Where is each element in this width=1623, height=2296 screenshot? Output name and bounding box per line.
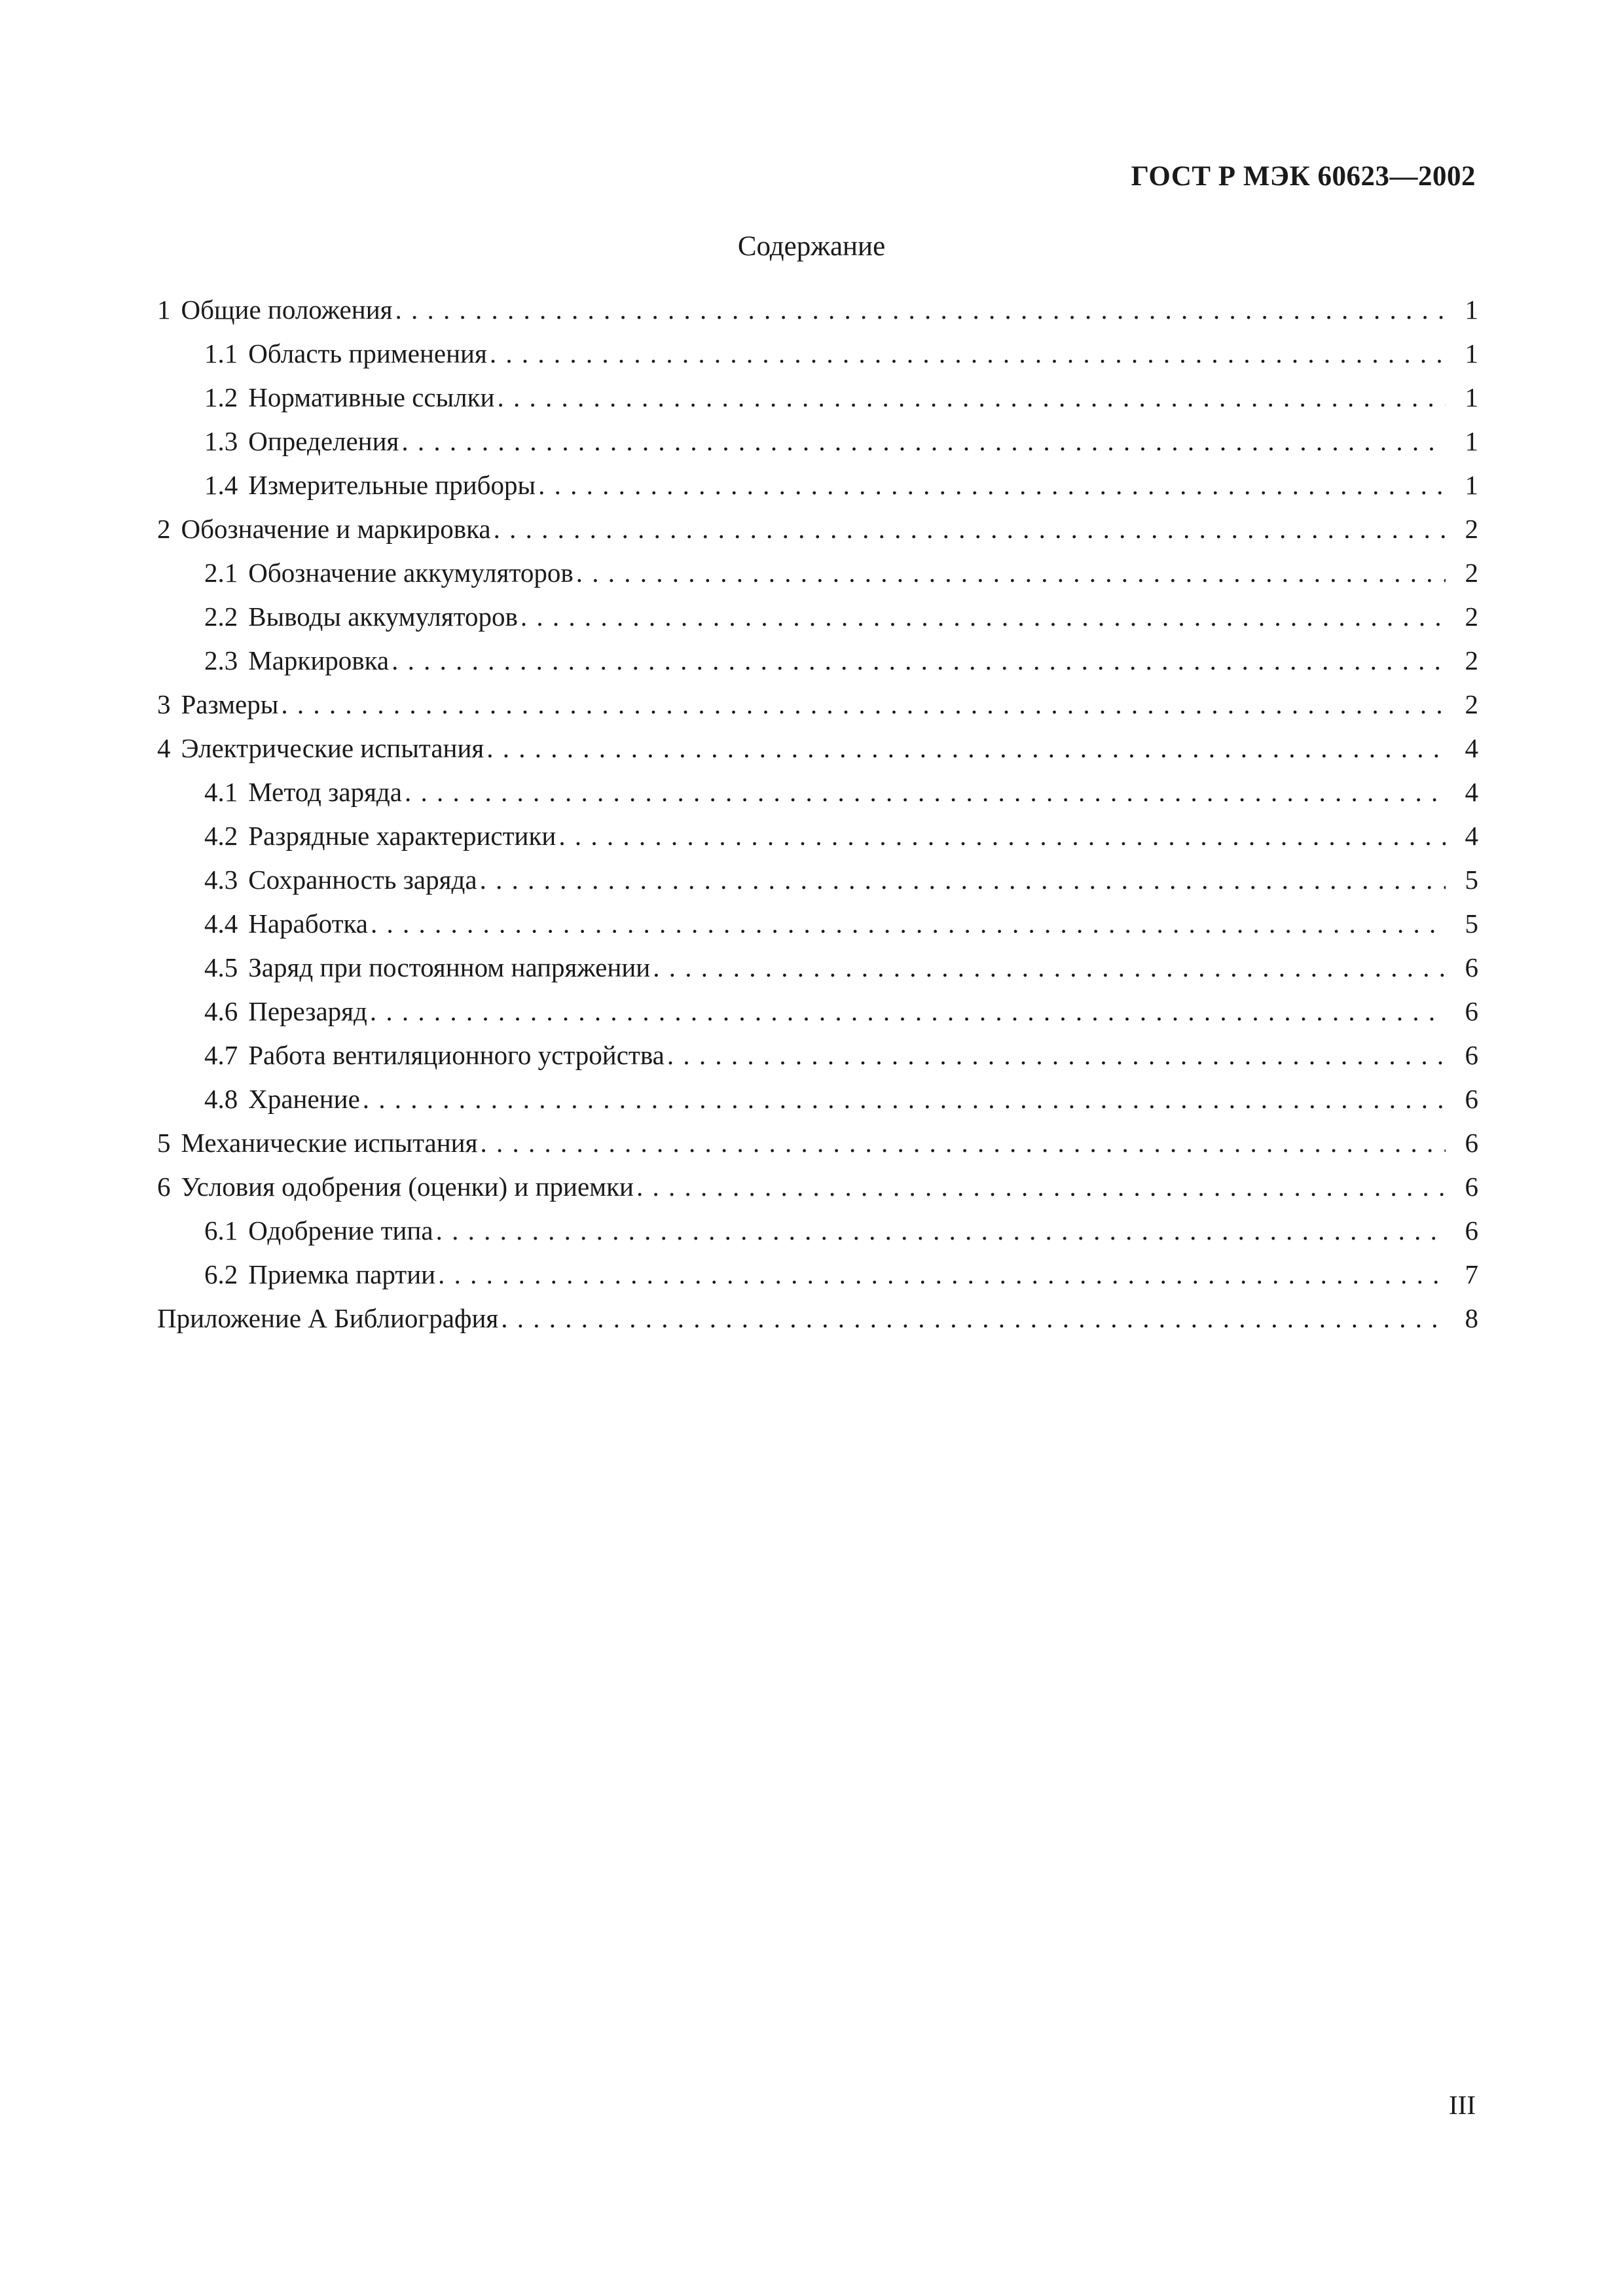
toc-entry-number: 4.2 <box>204 821 238 851</box>
document-code: ГОСТ Р МЭК 60623—2002 <box>1131 161 1476 192</box>
toc-entry-number: 1.1 <box>204 338 238 368</box>
toc-entry[interactable] <box>157 1165 1478 1209</box>
toc-entry-number: 1.2 <box>204 382 238 412</box>
toc-entry-label: Общие положения <box>181 295 393 325</box>
toc-dot-leader <box>667 1033 1446 1077</box>
toc-entry-page: 2 <box>1465 689 1478 719</box>
toc-entry-label: Хранение <box>248 1084 360 1114</box>
toc-entry-number: 1.3 <box>204 426 238 456</box>
toc-dot-leader <box>480 1121 1446 1165</box>
toc-dot-leader <box>370 990 1446 1033</box>
toc-entry-label: Размеры <box>181 689 279 719</box>
toc-entry-number: 5 <box>157 1128 171 1158</box>
toc-entry-label: Разрядные характеристики <box>248 821 556 851</box>
toc-entry-number: 6.1 <box>204 1215 238 1246</box>
toc-entry[interactable] <box>157 1121 1478 1165</box>
toc-entry-number: 2.3 <box>204 645 238 675</box>
toc-dot-leader <box>538 463 1446 507</box>
toc-dot-leader <box>395 288 1446 332</box>
toc-entry-label: Перезаряд <box>248 996 367 1026</box>
toc-dot-leader <box>392 639 1446 683</box>
toc-entry[interactable] <box>157 770 1478 814</box>
toc-dot-leader <box>636 1165 1446 1209</box>
toc-entry-number: 1 <box>157 295 171 325</box>
toc-entry-label: Заряд при постоянном напряжении <box>248 952 651 982</box>
toc-entry[interactable] <box>157 332 1478 376</box>
toc-dot-leader <box>401 420 1446 463</box>
toc-entry-page: 4 <box>1465 777 1478 807</box>
toc-entry-page: 1 <box>1465 295 1478 325</box>
toc-entry-label: Электрические испытания <box>181 733 484 763</box>
toc-entry[interactable] <box>157 551 1478 595</box>
toc-entry-number: 4.8 <box>204 1084 238 1114</box>
toc-title: Содержание <box>737 231 886 262</box>
toc-entry-page: 6 <box>1465 952 1478 982</box>
toc-dot-leader <box>558 814 1446 858</box>
toc-entry-number: 2 <box>157 514 171 544</box>
toc-entry-label: Обозначение аккумуляторов <box>248 558 574 588</box>
toc-entry[interactable] <box>157 683 1478 726</box>
toc-dot-leader <box>494 507 1446 551</box>
toc-entry-number: 2.1 <box>204 558 238 588</box>
toc-dot-leader <box>371 902 1446 946</box>
toc-entry-label: Приемка партии <box>248 1259 436 1289</box>
toc-entry-page: 6 <box>1465 1172 1478 1202</box>
toc-dot-leader <box>653 946 1446 990</box>
toc-entry[interactable] <box>157 1297 1478 1340</box>
toc-dot-leader <box>490 332 1446 376</box>
toc-entry[interactable] <box>157 639 1478 683</box>
toc-entry[interactable] <box>157 288 1478 332</box>
toc-entry-page: 6 <box>1465 1040 1478 1070</box>
toc-dot-leader <box>497 376 1446 420</box>
toc-entry-page: 5 <box>1465 865 1478 895</box>
toc-entry[interactable] <box>157 990 1478 1033</box>
toc-entry-number: 4.5 <box>204 952 238 982</box>
toc-entry-page: 6 <box>1465 1215 1478 1246</box>
toc-entry-label: Метод заряда <box>248 777 402 807</box>
toc-dot-leader <box>576 551 1446 595</box>
toc-entry-page: 6 <box>1465 1128 1478 1158</box>
toc-entry-number: 4 <box>157 733 171 763</box>
toc-entry-label: Условия одобрения (оценки) и приемки <box>181 1172 634 1202</box>
toc-entry[interactable] <box>157 595 1478 639</box>
toc-entry-page: 2 <box>1465 558 1478 588</box>
toc-dot-leader <box>405 770 1446 814</box>
toc-entry[interactable] <box>157 858 1478 902</box>
toc-entry-page: 6 <box>1465 996 1478 1026</box>
toc-entry-page: 5 <box>1465 908 1478 939</box>
toc-entry[interactable] <box>157 1033 1478 1077</box>
toc-entry-page: 2 <box>1465 514 1478 544</box>
toc-entry-label: Работа вентиляционного устройства <box>248 1040 665 1070</box>
toc-dot-leader <box>363 1077 1446 1121</box>
toc-entry[interactable] <box>157 376 1478 420</box>
toc-entry[interactable] <box>157 507 1478 551</box>
toc-entry-label: Сохранность заряда <box>248 865 477 895</box>
toc-entry[interactable] <box>157 946 1478 990</box>
toc-entry-label: Выводы аккумуляторов <box>248 601 518 632</box>
toc-entry[interactable] <box>157 814 1478 858</box>
toc-dot-leader <box>520 595 1446 639</box>
toc-entry-number: 4.1 <box>204 777 238 807</box>
toc-entry-number: 6 <box>157 1172 171 1202</box>
toc-entry-number: 4.6 <box>204 996 238 1026</box>
toc-entry-label: Обозначение и маркировка <box>181 514 491 544</box>
toc-entry[interactable] <box>157 1253 1478 1297</box>
toc-entry-number: 4.3 <box>204 865 238 895</box>
toc-entry-number: 4.4 <box>204 908 238 939</box>
toc-entry-page: 1 <box>1465 426 1478 456</box>
toc-entry-page: 6 <box>1465 1084 1478 1114</box>
toc-entry-page: 2 <box>1465 645 1478 675</box>
toc-entry-page: 1 <box>1465 338 1478 368</box>
toc-entry-page: 1 <box>1465 470 1478 500</box>
toc-entry-label: Приложение А Библиография <box>157 1303 499 1333</box>
toc-entry-label: Область применения <box>248 338 487 368</box>
toc-dot-leader <box>486 726 1446 770</box>
toc-entry[interactable] <box>157 1077 1478 1121</box>
toc-entry-label: Определения <box>248 426 399 456</box>
toc-entry[interactable] <box>157 420 1478 463</box>
toc-entry-label: Механические испытания <box>181 1128 478 1158</box>
toc-entry-label: Измерительные приборы <box>248 470 536 500</box>
toc-entry-number: 3 <box>157 689 171 719</box>
toc-dot-leader <box>501 1297 1446 1340</box>
page-number: III <box>1449 2090 1476 2120</box>
toc-entry-page: 4 <box>1465 733 1478 763</box>
toc-entry-label: Нормативные ссылки <box>248 382 495 412</box>
toc-dot-leader <box>480 858 1446 902</box>
toc-entry[interactable] <box>157 463 1478 507</box>
toc-dot-leader <box>438 1253 1446 1297</box>
toc-entry-page: 8 <box>1465 1303 1478 1333</box>
table-of-contents <box>157 288 1478 1340</box>
toc-entry-number: 2.2 <box>204 601 238 632</box>
toc-dot-leader <box>436 1209 1446 1253</box>
toc-entry-label: Наработка <box>248 908 368 939</box>
toc-dot-leader <box>281 683 1446 726</box>
toc-entry-number: 6.2 <box>204 1259 238 1289</box>
toc-entry-page: 7 <box>1465 1259 1478 1289</box>
toc-entry[interactable] <box>157 726 1478 770</box>
toc-entry-page: 4 <box>1465 821 1478 851</box>
toc-entry[interactable] <box>157 902 1478 946</box>
toc-entry[interactable] <box>157 1209 1478 1253</box>
toc-entry-page: 2 <box>1465 601 1478 632</box>
toc-entry-label: Маркировка <box>248 645 390 675</box>
toc-entry-label: Одобрение типа <box>248 1215 433 1246</box>
toc-entry-number: 1.4 <box>204 470 238 500</box>
toc-entry-number: 4.7 <box>204 1040 238 1070</box>
toc-entry-page: 1 <box>1465 382 1478 412</box>
